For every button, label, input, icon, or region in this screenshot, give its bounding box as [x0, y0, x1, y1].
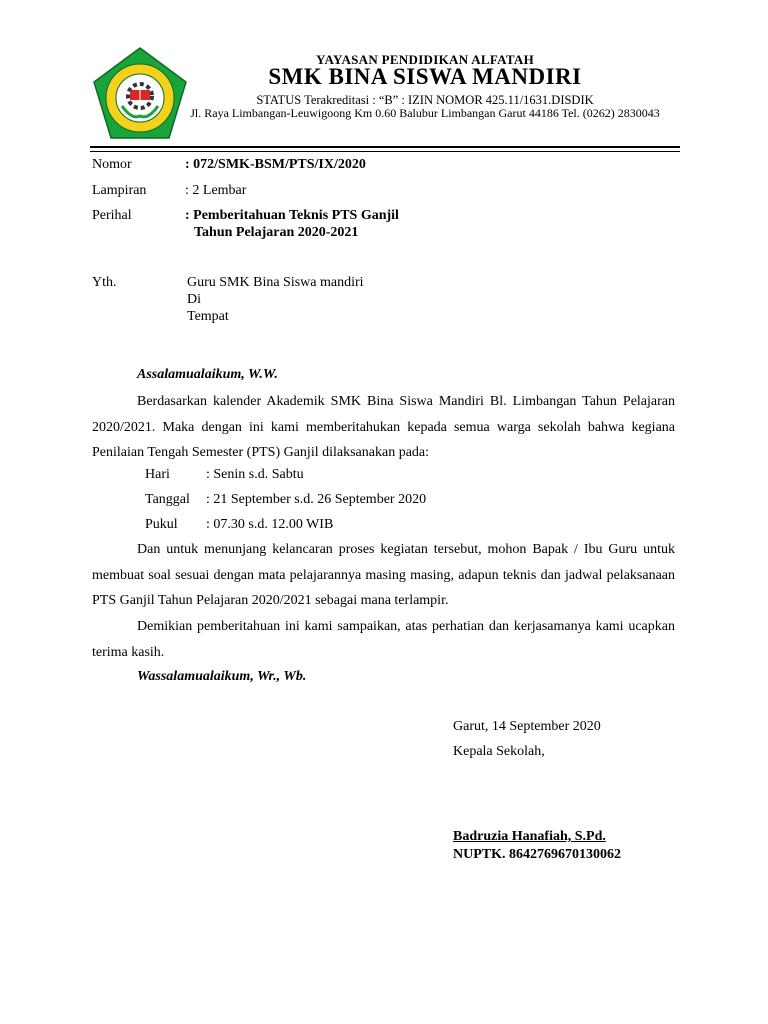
- perihal-label: Perihal: [92, 208, 132, 223]
- schedule-time-label: Pukul: [145, 517, 178, 532]
- nomor-value: : 072/SMK-BSM/PTS/IX/2020: [185, 157, 366, 172]
- signer-nuptk: NUPTK. 8642769670130062: [453, 847, 621, 862]
- perihal-value-line2: Tahun Pelajaran 2020-2021: [194, 225, 359, 240]
- signer-position: Kepala Sekolah,: [453, 744, 545, 759]
- schedule-date-label: Tanggal: [145, 492, 190, 507]
- header-divider-thin: [90, 151, 680, 152]
- school-name: SMK BINA SISWA MANDIRI: [268, 64, 582, 89]
- schedule-date-value: : 21 September s.d. 26 September 2020: [206, 492, 427, 507]
- school-address: Jl. Raya Limbangan-Leuwigoong Km 0.60 Balubur Limbangan Garut 44186 Tel. (0262) 2830043: [190, 106, 660, 120]
- paragraph-intro: Berdasarkan kalender Akademik SMK Bina Siswa Mandiri Bl. Limbangan Tahun Pelajaran 2020/2021. Maka dengan ini kami memberitahukan kepada semua warga sekolah bahwa kegiana Penilaian Tengah Semester (PTS) Ganjil dilaksanakan pada:: [92, 394, 675, 460]
- schedule-day-label: Hari: [145, 467, 170, 482]
- lampiran-value: : 2 Lembar: [185, 183, 247, 198]
- header-divider-thick: [90, 146, 680, 148]
- school-logo: [92, 46, 188, 142]
- nomor-label: Nomor: [92, 157, 132, 172]
- foundation-name: YAYASAN PENDIDIKAN ALFATAH: [315, 52, 534, 67]
- lampiran-label: Lampiran: [92, 183, 147, 198]
- closing-greeting: Wassalamualaikum, Wr., Wb.: [137, 669, 307, 684]
- perihal-value-line1: : Pemberitahuan Teknis PTS Ganjil: [185, 208, 399, 223]
- recipient-line3: Tempat: [187, 309, 229, 324]
- recipient-line2: Di: [187, 292, 201, 307]
- signer-name: Badruzia Hanafiah, S.Pd.: [453, 829, 606, 844]
- paragraph-closing: Demikian pemberitahuan ini kami sampaikan, atas perhatian dan kerjasamanya kami ucapkan terima kasih.: [92, 619, 675, 660]
- recipient-label: Yth.: [92, 275, 117, 290]
- paragraph-instructions: Dan untuk menunjang kelancaran proses kegiatan tersebut, mohon Bapak / Ibu Guru untuk membuat soal sesuai dengan mata pelajarannya masing masing, adapun teknis dan jadwal pelaksanaan PTS Ganjil Tahun Pelajaran 2020/2021 sebagai mana terlampir.: [92, 542, 675, 608]
- accreditation-status: STATUS Terakreditasi : “B” : IZIN NOMOR 425.11/1631.DISDIK: [256, 93, 594, 107]
- schedule-day-value: : Senin s.d. Sabtu: [206, 467, 304, 482]
- schedule-time-value: : 07.30 s.d. 12.00 WIB: [206, 517, 334, 532]
- place-date: Garut, 14 September 2020: [453, 719, 601, 734]
- recipient-line1: Guru SMK Bina Siswa mandiri: [187, 275, 364, 290]
- opening-greeting: Assalamualaikum, W.W.: [137, 367, 278, 382]
